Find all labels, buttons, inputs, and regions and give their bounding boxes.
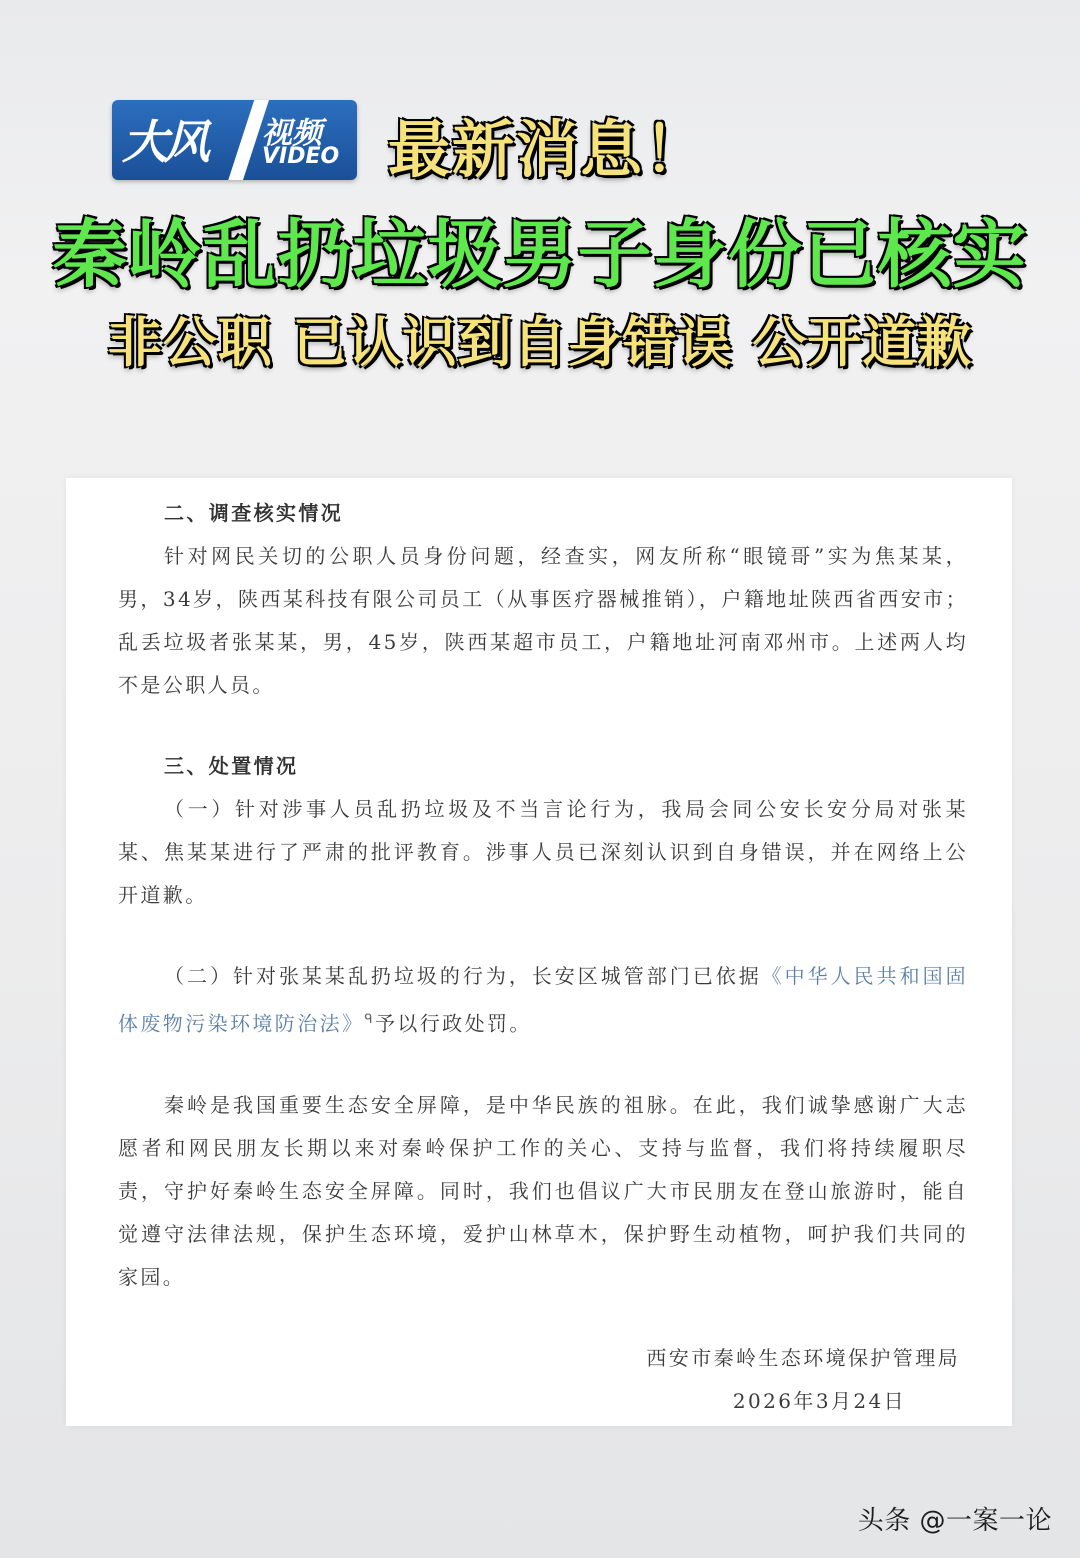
section3-item2 [118, 955, 968, 1046]
section3-item1: （一）针对涉事人员乱扔垃圾及不当言论行为，我局会同公安长安分局对张某某、焦某某进行了严肃的批评教育。涉事人员已深刻认识到自身错误，并在网络上公开道歉。 [118, 797, 968, 907]
logo-en-text: VIDEO [262, 144, 340, 169]
headline-latest-news: 最新消息！ [388, 113, 709, 186]
headline-sub: 非公职 已认识到自身错误 公开道歉 [107, 311, 973, 374]
search-icon[interactable]: ᑫ [364, 1012, 375, 1027]
document-body [118, 478, 968, 1423]
section2-title: 二、调查核实情况 [164, 501, 344, 525]
news-header [0, 0, 1080, 420]
dafeng-video-logo [112, 100, 357, 180]
item2-suffix: 予以行政处罚。 [374, 1011, 532, 1036]
law-link[interactable]: 《中华人民共和国固体废物污染环境防治法》 [118, 964, 968, 1036]
closing-paragraph: 秦岭是我国重要生态安全屏障，是中华民族的祖脉。在此，我们诚挚感谢广大志愿者和网民朋友长期以来对秦岭保护工作的关心、支持与监督，我们将持续履职尽责，守护好秦岭生态安全屏障。同时，我们也倡议广大市民朋友在登山旅游时，能自觉遵守法律法规，保护生态环境，爱护山林草木，保护野生动植物，呵护我们共同的家园。 [118, 1092, 968, 1289]
toutiao-watermark: 头条 @一案一论 [857, 1506, 1052, 1536]
notice-document [66, 478, 1012, 1426]
headline-main: 秦岭乱扔垃圾男子身份已核实 [52, 212, 1028, 298]
logo-mark: 大风 [122, 115, 206, 169]
issuer-signature: 西安市秦岭生态环境保护管理局 [646, 1345, 960, 1370]
section3-title: 三、处置情况 [164, 754, 299, 778]
issue-date: 2026年3月24日 [732, 1388, 906, 1413]
section2-paragraph: 针对网民关切的公职人员身份问题，经查实，网友所称“眼镜哥”实为焦某某，男，34岁，陕西某科技有限公司员工（从事医疗器械推销），户籍地址陕西省西安市；乱丢垃圾者张某某，男，45岁，陕西某超市员工，户籍地址河南邓州市。上述两人均不是公职人员。 [118, 544, 968, 697]
item2-prefix: （二）针对张某某乱扔垃圾的行为，长安区城管部门已依据 [164, 964, 762, 988]
logo-cn-text: 视频 [262, 116, 322, 151]
